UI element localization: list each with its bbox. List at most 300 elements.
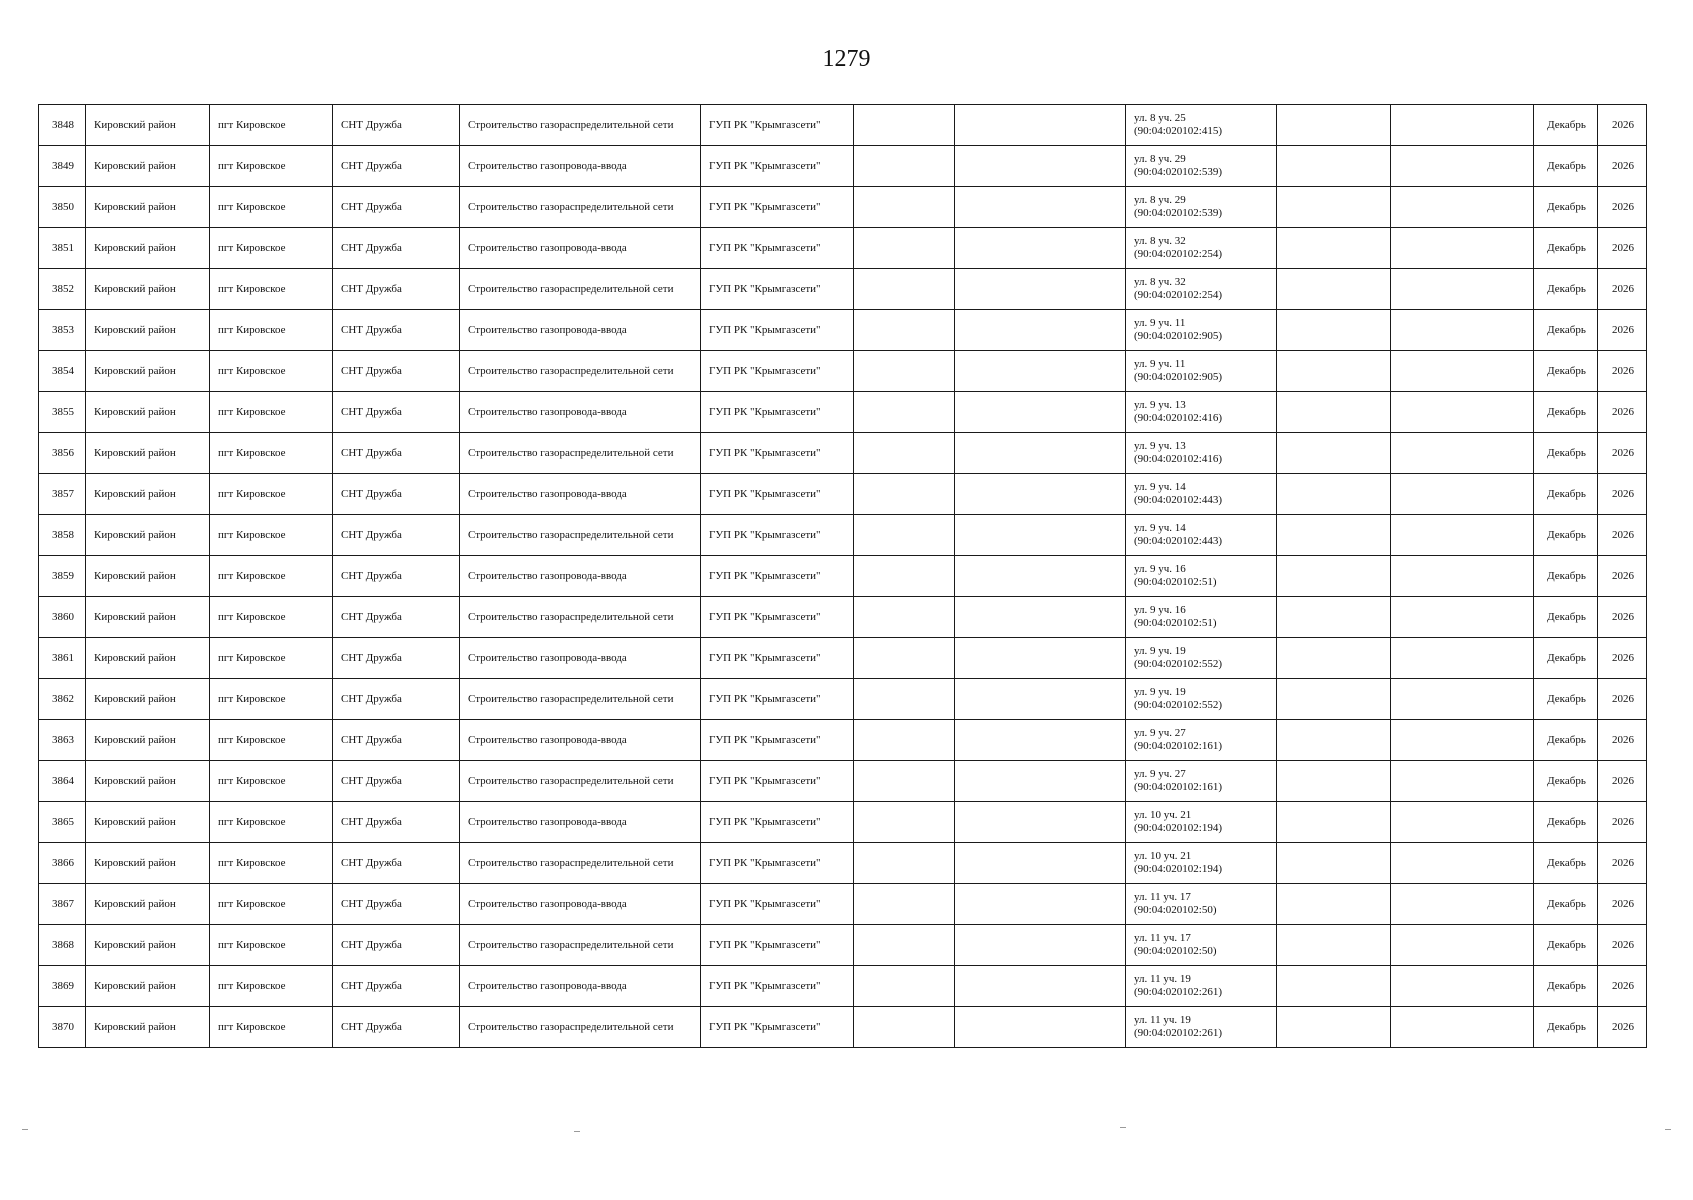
month-cell: Декабрь — [1534, 638, 1598, 679]
table-row — [39, 187, 1647, 228]
address-street: ул. 9 уч. 14 — [1134, 481, 1186, 493]
empty-cell — [854, 556, 955, 597]
organization-cell: ГУП РК "Крымгазсети" — [701, 1007, 854, 1048]
organization-cell: ГУП РК "Крымгазсети" — [701, 187, 854, 228]
address-cell — [1126, 228, 1277, 269]
address-cell — [1126, 146, 1277, 187]
settlement-cell: пгт Кировское — [210, 597, 333, 638]
empty-cell — [955, 802, 1126, 843]
empty-cell — [1391, 925, 1534, 966]
page-number: 1279 — [822, 46, 871, 72]
month-cell: Декабрь — [1534, 1007, 1598, 1048]
address-street: ул. 10 уч. 21 — [1134, 850, 1192, 862]
work-type-cell: Строительство газопровода-ввода — [460, 802, 701, 843]
organization-cell: ГУП РК "Крымгазсети" — [701, 310, 854, 351]
empty-cell — [955, 925, 1126, 966]
empty-cell — [854, 966, 955, 1007]
empty-cell — [854, 474, 955, 515]
address-street: ул. 8 уч. 25 — [1134, 112, 1186, 124]
district-cell: Кировский район — [86, 146, 210, 187]
year-cell: 2026 — [1598, 351, 1647, 392]
scan-speck — [1665, 1129, 1671, 1130]
row-number: 3850 — [39, 187, 86, 228]
cadastral-number: (90:04:020102:905) — [1134, 371, 1222, 383]
address-street: ул. 8 уч. 29 — [1134, 153, 1186, 165]
snt-cell: СНТ Дружба — [333, 638, 460, 679]
snt-cell: СНТ Дружба — [333, 269, 460, 310]
snt-cell: СНТ Дружба — [333, 310, 460, 351]
snt-cell: СНТ Дружба — [333, 228, 460, 269]
address-street: ул. 11 уч. 19 — [1134, 973, 1191, 985]
snt-cell: СНТ Дружба — [333, 515, 460, 556]
address-street: ул. 8 уч. 32 — [1134, 276, 1186, 288]
table-row — [39, 843, 1647, 884]
organization-cell: ГУП РК "Крымгазсети" — [701, 802, 854, 843]
settlement-cell: пгт Кировское — [210, 351, 333, 392]
row-number: 3870 — [39, 1007, 86, 1048]
month-cell: Декабрь — [1534, 392, 1598, 433]
year-cell: 2026 — [1598, 1007, 1647, 1048]
table-row — [39, 761, 1647, 802]
district-cell: Кировский район — [86, 269, 210, 310]
address-cell — [1126, 966, 1277, 1007]
work-type-cell: Строительство газопровода-ввода — [460, 228, 701, 269]
empty-cell — [955, 638, 1126, 679]
address-street: ул. 9 уч. 11 — [1134, 317, 1186, 329]
snt-cell: СНТ Дружба — [333, 146, 460, 187]
table-row — [39, 720, 1647, 761]
settlement-cell: пгт Кировское — [210, 269, 333, 310]
address-street: ул. 9 уч. 14 — [1134, 522, 1186, 534]
empty-cell — [955, 1007, 1126, 1048]
address-street: ул. 9 уч. 16 — [1134, 563, 1186, 575]
month-cell: Декабрь — [1534, 474, 1598, 515]
empty-cell — [1391, 597, 1534, 638]
empty-cell — [1391, 433, 1534, 474]
row-number: 3859 — [39, 556, 86, 597]
empty-cell — [854, 802, 955, 843]
work-type-cell: Строительство газораспределительной сети — [460, 679, 701, 720]
empty-cell — [1277, 597, 1391, 638]
row-number: 3854 — [39, 351, 86, 392]
cadastral-number: (90:04:020102:539) — [1134, 166, 1222, 178]
empty-cell — [1391, 187, 1534, 228]
district-cell: Кировский район — [86, 1007, 210, 1048]
snt-cell: СНТ Дружба — [333, 474, 460, 515]
empty-cell — [955, 187, 1126, 228]
empty-cell — [1277, 474, 1391, 515]
row-number: 3863 — [39, 720, 86, 761]
snt-cell: СНТ Дружба — [333, 433, 460, 474]
organization-cell: ГУП РК "Крымгазсети" — [701, 556, 854, 597]
empty-cell — [854, 597, 955, 638]
empty-cell — [854, 761, 955, 802]
address-cell — [1126, 556, 1277, 597]
row-number: 3861 — [39, 638, 86, 679]
month-cell: Декабрь — [1534, 433, 1598, 474]
work-type-cell: Строительство газораспределительной сети — [460, 187, 701, 228]
settlement-cell: пгт Кировское — [210, 556, 333, 597]
empty-cell — [1391, 1007, 1534, 1048]
year-cell: 2026 — [1598, 966, 1647, 1007]
row-number: 3869 — [39, 966, 86, 1007]
empty-cell — [1277, 351, 1391, 392]
empty-cell — [955, 515, 1126, 556]
settlement-cell: пгт Кировское — [210, 638, 333, 679]
settlement-cell: пгт Кировское — [210, 925, 333, 966]
address-cell — [1126, 392, 1277, 433]
address-street: ул. 8 уч. 29 — [1134, 194, 1186, 206]
month-cell: Декабрь — [1534, 556, 1598, 597]
snt-cell: СНТ Дружба — [333, 105, 460, 146]
settlement-cell: пгт Кировское — [210, 1007, 333, 1048]
cadastral-number: (90:04:020102:51) — [1134, 576, 1217, 588]
settlement-cell: пгт Кировское — [210, 515, 333, 556]
empty-cell — [1277, 638, 1391, 679]
empty-cell — [955, 679, 1126, 720]
row-number: 3858 — [39, 515, 86, 556]
table-row — [39, 925, 1647, 966]
work-type-cell: Строительство газопровода-ввода — [460, 392, 701, 433]
empty-cell — [1391, 392, 1534, 433]
empty-cell — [955, 720, 1126, 761]
address-street: ул. 10 уч. 21 — [1134, 809, 1192, 821]
snt-cell: СНТ Дружба — [333, 843, 460, 884]
scan-speck — [1120, 1127, 1126, 1128]
empty-cell — [955, 843, 1126, 884]
address-cell — [1126, 269, 1277, 310]
year-cell: 2026 — [1598, 843, 1647, 884]
year-cell: 2026 — [1598, 761, 1647, 802]
district-cell: Кировский район — [86, 597, 210, 638]
empty-cell — [1277, 310, 1391, 351]
cadastral-number: (90:04:020102:161) — [1134, 781, 1222, 793]
year-cell: 2026 — [1598, 392, 1647, 433]
cadastral-number: (90:04:020102:51) — [1134, 617, 1217, 629]
cadastral-number: (90:04:020102:552) — [1134, 699, 1222, 711]
empty-cell — [854, 228, 955, 269]
district-cell: Кировский район — [86, 392, 210, 433]
cadastral-number: (90:04:020102:50) — [1134, 904, 1217, 916]
row-number: 3857 — [39, 474, 86, 515]
organization-cell: ГУП РК "Крымгазсети" — [701, 433, 854, 474]
empty-cell — [955, 228, 1126, 269]
snt-cell: СНТ Дружба — [333, 597, 460, 638]
empty-cell — [955, 597, 1126, 638]
address-street: ул. 9 уч. 19 — [1134, 645, 1186, 657]
district-cell: Кировский район — [86, 720, 210, 761]
work-type-cell: Строительство газораспределительной сети — [460, 515, 701, 556]
address-street: ул. 9 уч. 19 — [1134, 686, 1186, 698]
empty-cell — [955, 269, 1126, 310]
cadastral-number: (90:04:020102:254) — [1134, 289, 1222, 301]
row-number: 3867 — [39, 884, 86, 925]
settlement-cell: пгт Кировское — [210, 433, 333, 474]
table-row — [39, 679, 1647, 720]
organization-cell: ГУП РК "Крымгазсети" — [701, 515, 854, 556]
organization-cell: ГУП РК "Крымгазсети" — [701, 679, 854, 720]
empty-cell — [1391, 638, 1534, 679]
district-cell: Кировский район — [86, 679, 210, 720]
snt-cell: СНТ Дружба — [333, 556, 460, 597]
address-cell — [1126, 679, 1277, 720]
work-type-cell: Строительство газораспределительной сети — [460, 105, 701, 146]
empty-cell — [955, 761, 1126, 802]
empty-cell — [1391, 802, 1534, 843]
address-cell — [1126, 105, 1277, 146]
cadastral-number: (90:04:020102:194) — [1134, 822, 1222, 834]
month-cell: Декабрь — [1534, 761, 1598, 802]
settlement-cell: пгт Кировское — [210, 474, 333, 515]
row-number: 3868 — [39, 925, 86, 966]
year-cell: 2026 — [1598, 556, 1647, 597]
empty-cell — [1391, 720, 1534, 761]
cadastral-number: (90:04:020102:905) — [1134, 330, 1222, 342]
district-cell: Кировский район — [86, 105, 210, 146]
district-cell: Кировский район — [86, 351, 210, 392]
cadastral-number: (90:04:020102:443) — [1134, 494, 1222, 506]
district-cell: Кировский район — [86, 843, 210, 884]
year-cell: 2026 — [1598, 146, 1647, 187]
empty-cell — [1277, 105, 1391, 146]
empty-cell — [1277, 1007, 1391, 1048]
organization-cell: ГУП РК "Крымгазсети" — [701, 392, 854, 433]
empty-cell — [955, 351, 1126, 392]
empty-cell — [1391, 884, 1534, 925]
work-type-cell: Строительство газопровода-ввода — [460, 884, 701, 925]
month-cell: Декабрь — [1534, 146, 1598, 187]
table-row — [39, 310, 1647, 351]
address-cell — [1126, 884, 1277, 925]
district-cell: Кировский район — [86, 310, 210, 351]
empty-cell — [854, 925, 955, 966]
address-street: ул. 11 уч. 17 — [1134, 932, 1191, 944]
organization-cell: ГУП РК "Крымгазсети" — [701, 843, 854, 884]
address-cell — [1126, 761, 1277, 802]
empty-cell — [1391, 474, 1534, 515]
work-type-cell: Строительство газопровода-ввода — [460, 638, 701, 679]
empty-cell — [1277, 761, 1391, 802]
year-cell: 2026 — [1598, 802, 1647, 843]
address-cell — [1126, 638, 1277, 679]
settlement-cell: пгт Кировское — [210, 105, 333, 146]
cadastral-number: (90:04:020102:416) — [1134, 412, 1222, 424]
district-cell: Кировский район — [86, 761, 210, 802]
month-cell: Декабрь — [1534, 884, 1598, 925]
empty-cell — [1277, 884, 1391, 925]
address-street: ул. 9 уч. 13 — [1134, 440, 1186, 452]
district-cell: Кировский район — [86, 802, 210, 843]
organization-cell: ГУП РК "Крымгазсети" — [701, 351, 854, 392]
month-cell: Декабрь — [1534, 228, 1598, 269]
year-cell: 2026 — [1598, 679, 1647, 720]
work-type-cell: Строительство газопровода-ввода — [460, 556, 701, 597]
month-cell: Декабрь — [1534, 966, 1598, 1007]
organization-cell: ГУП РК "Крымгазсети" — [701, 761, 854, 802]
empty-cell — [1277, 679, 1391, 720]
cadastral-number: (90:04:020102:194) — [1134, 863, 1222, 875]
year-cell: 2026 — [1598, 638, 1647, 679]
month-cell: Декабрь — [1534, 351, 1598, 392]
row-number: 3852 — [39, 269, 86, 310]
year-cell: 2026 — [1598, 269, 1647, 310]
work-type-cell: Строительство газопровода-ввода — [460, 720, 701, 761]
organization-cell: ГУП РК "Крымгазсети" — [701, 638, 854, 679]
cadastral-number: (90:04:020102:261) — [1134, 986, 1222, 998]
district-cell: Кировский район — [86, 638, 210, 679]
month-cell: Декабрь — [1534, 679, 1598, 720]
empty-cell — [955, 146, 1126, 187]
address-cell — [1126, 187, 1277, 228]
month-cell: Декабрь — [1534, 597, 1598, 638]
snt-cell: СНТ Дружба — [333, 351, 460, 392]
organization-cell: ГУП РК "Крымгазсети" — [701, 146, 854, 187]
year-cell: 2026 — [1598, 720, 1647, 761]
cadastral-number: (90:04:020102:254) — [1134, 248, 1222, 260]
work-type-cell: Строительство газораспределительной сети — [460, 597, 701, 638]
empty-cell — [1391, 761, 1534, 802]
settlement-cell: пгт Кировское — [210, 884, 333, 925]
work-type-cell: Строительство газопровода-ввода — [460, 146, 701, 187]
empty-cell — [1277, 146, 1391, 187]
address-street: ул. 9 уч. 16 — [1134, 604, 1186, 616]
empty-cell — [955, 884, 1126, 925]
empty-cell — [1391, 105, 1534, 146]
organization-cell: ГУП РК "Крымгазсети" — [701, 228, 854, 269]
snt-cell: СНТ Дружба — [333, 925, 460, 966]
work-type-cell: Строительство газопровода-ввода — [460, 474, 701, 515]
organization-cell: ГУП РК "Крымгазсети" — [701, 884, 854, 925]
cadastral-number: (90:04:020102:539) — [1134, 207, 1222, 219]
snt-cell: СНТ Дружба — [333, 802, 460, 843]
table-row — [39, 433, 1647, 474]
settlement-cell: пгт Кировское — [210, 966, 333, 1007]
table-row — [39, 105, 1647, 146]
empty-cell — [1391, 351, 1534, 392]
empty-cell — [854, 269, 955, 310]
scan-speck — [574, 1131, 580, 1132]
empty-cell — [1391, 269, 1534, 310]
address-cell — [1126, 351, 1277, 392]
table-row — [39, 228, 1647, 269]
empty-cell — [955, 105, 1126, 146]
settlement-cell: пгт Кировское — [210, 187, 333, 228]
organization-cell: ГУП РК "Крымгазсети" — [701, 269, 854, 310]
table-row — [39, 515, 1647, 556]
work-type-cell: Строительство газораспределительной сети — [460, 925, 701, 966]
settlement-cell: пгт Кировское — [210, 146, 333, 187]
address-street: ул. 11 уч. 19 — [1134, 1014, 1191, 1026]
work-type-cell: Строительство газораспределительной сети — [460, 433, 701, 474]
empty-cell — [1391, 843, 1534, 884]
empty-cell — [955, 310, 1126, 351]
empty-cell — [1391, 228, 1534, 269]
table-row — [39, 269, 1647, 310]
address-street: ул. 9 уч. 27 — [1134, 768, 1186, 780]
table-row — [39, 638, 1647, 679]
row-number: 3860 — [39, 597, 86, 638]
month-cell: Декабрь — [1534, 720, 1598, 761]
empty-cell — [955, 433, 1126, 474]
table-row — [39, 351, 1647, 392]
empty-cell — [1277, 802, 1391, 843]
row-number: 3864 — [39, 761, 86, 802]
empty-cell — [854, 884, 955, 925]
month-cell: Декабрь — [1534, 515, 1598, 556]
snt-cell: СНТ Дружба — [333, 761, 460, 802]
address-cell — [1126, 720, 1277, 761]
settlement-cell: пгт Кировское — [210, 761, 333, 802]
district-cell: Кировский район — [86, 884, 210, 925]
empty-cell — [854, 187, 955, 228]
month-cell: Декабрь — [1534, 269, 1598, 310]
snt-cell: СНТ Дружба — [333, 884, 460, 925]
row-number: 3866 — [39, 843, 86, 884]
row-number: 3862 — [39, 679, 86, 720]
settlement-cell: пгт Кировское — [210, 310, 333, 351]
year-cell: 2026 — [1598, 433, 1647, 474]
work-type-cell: Строительство газораспределительной сети — [460, 761, 701, 802]
table-row — [39, 966, 1647, 1007]
table-body — [39, 105, 1647, 1048]
district-cell: Кировский район — [86, 474, 210, 515]
cadastral-number: (90:04:020102:552) — [1134, 658, 1222, 670]
cadastral-number: (90:04:020102:50) — [1134, 945, 1217, 957]
organization-cell: ГУП РК "Крымгазсети" — [701, 966, 854, 1007]
address-street: ул. 8 уч. 32 — [1134, 235, 1186, 247]
row-number: 3856 — [39, 433, 86, 474]
empty-cell — [1277, 392, 1391, 433]
month-cell: Декабрь — [1534, 802, 1598, 843]
empty-cell — [955, 966, 1126, 1007]
year-cell: 2026 — [1598, 105, 1647, 146]
year-cell: 2026 — [1598, 187, 1647, 228]
table-row — [39, 392, 1647, 433]
empty-cell — [1277, 269, 1391, 310]
district-cell: Кировский район — [86, 515, 210, 556]
empty-cell — [1391, 310, 1534, 351]
register-table — [38, 104, 1647, 1048]
table-row — [39, 884, 1647, 925]
address-cell — [1126, 1007, 1277, 1048]
district-cell: Кировский район — [86, 966, 210, 1007]
address-cell — [1126, 802, 1277, 843]
address-cell — [1126, 310, 1277, 351]
empty-cell — [854, 638, 955, 679]
empty-cell — [1391, 146, 1534, 187]
address-street: ул. 9 уч. 13 — [1134, 399, 1186, 411]
empty-cell — [854, 1007, 955, 1048]
work-type-cell: Строительство газопровода-ввода — [460, 310, 701, 351]
snt-cell: СНТ Дружба — [333, 720, 460, 761]
empty-cell — [1391, 556, 1534, 597]
work-type-cell: Строительство газораспределительной сети — [460, 351, 701, 392]
table-row — [39, 474, 1647, 515]
settlement-cell: пгт Кировское — [210, 679, 333, 720]
year-cell: 2026 — [1598, 474, 1647, 515]
year-cell: 2026 — [1598, 884, 1647, 925]
table-row — [39, 597, 1647, 638]
month-cell: Декабрь — [1534, 925, 1598, 966]
cadastral-number: (90:04:020102:415) — [1134, 125, 1222, 137]
month-cell: Декабрь — [1534, 843, 1598, 884]
year-cell: 2026 — [1598, 925, 1647, 966]
district-cell: Кировский район — [86, 556, 210, 597]
work-type-cell: Строительство газораспределительной сети — [460, 269, 701, 310]
snt-cell: СНТ Дружба — [333, 392, 460, 433]
address-cell — [1126, 925, 1277, 966]
empty-cell — [854, 679, 955, 720]
